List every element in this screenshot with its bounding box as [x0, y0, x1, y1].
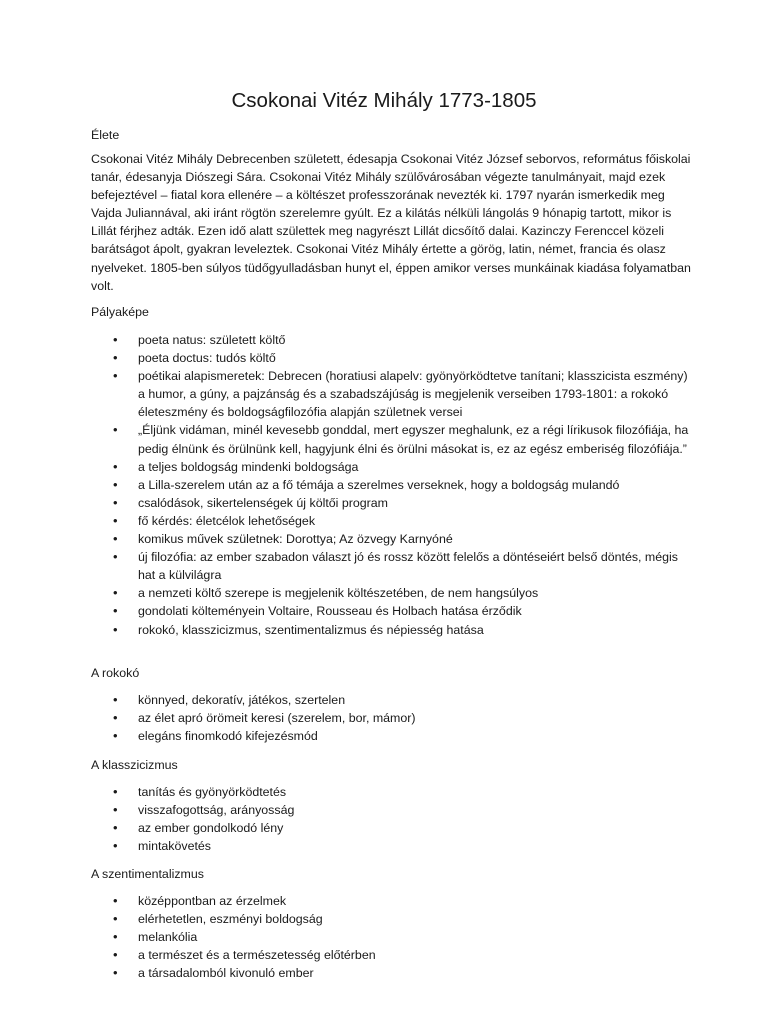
bullet-icon: • — [113, 332, 118, 347]
list-item-text: mintakövetés — [138, 839, 212, 854]
list-item-text: a Lilla-szerelem után az a fő témája a szerelmes verseknek, hogy a boldogság mulandó — [138, 477, 620, 492]
list-item-text: könnyed, dekoratív, játékos, szertelen — [138, 693, 346, 707]
bullet-icon: • — [113, 893, 118, 908]
section-heading-klasszicizmus: A klasszicizmus — [91, 758, 178, 772]
list-item-text: a társadalomból kivonuló ember — [138, 966, 314, 981]
list-item-text: a természet és a természetesség előtérben — [138, 948, 376, 963]
list-item — [91, 801, 691, 819]
list-item-text: az élet apró örömeit keresi (szerelem, bor, mámor) — [138, 711, 416, 726]
list-item — [91, 928, 691, 946]
list-item-text: csalódások, sikertelenségek új költői program — [138, 495, 389, 510]
list-item — [91, 910, 691, 928]
list-item — [91, 512, 691, 530]
list-item — [91, 621, 691, 639]
list-item-text: az ember gondolkodó lény — [138, 821, 284, 836]
bullet-icon: • — [113, 476, 118, 492]
list-item-text: elegáns finomkodó kifejezésmód — [138, 729, 318, 744]
list-item-text: „Éljünk vidáman, minél kevesebb gonddal, mert egyszer meghalunk, ez a régi lírikusok filozófiája, ha pedig élnünk és örülnünk kell, hagyjunk élni és örülni másokat is, ez az egész emberiség filozófiája.” — [138, 423, 689, 456]
document-title: Csokonai Vitéz Mihály 1773-1805 — [231, 89, 537, 112]
rokoko-list — [91, 691, 691, 745]
bullet-icon: • — [113, 621, 118, 637]
list-item-text: rokokó, klasszicizmus, szentimentalizmus és népiesség hatása — [138, 622, 484, 637]
bullet-icon: • — [113, 585, 118, 601]
list-item — [91, 946, 691, 964]
section-heading-elete: Élete — [91, 128, 120, 142]
bullet-icon: • — [113, 531, 118, 547]
list-item-text: a nemzeti költő szerepe is megjelenik költészetében, de nem hangsúlyos — [138, 586, 539, 601]
list-item — [91, 494, 691, 512]
list-item — [91, 602, 691, 620]
section-heading-rokoko: A rokokó — [91, 666, 140, 680]
bullet-icon: • — [113, 838, 118, 854]
list-item-text: poétikai alapismeretek: Debrecen (horatiusi alapelv: gyönyörködtetve tanítani; klasszicista eszmény) a humor, a gúny, a pajzánság és a szabadszájúság is megjelenik verseiben 1793-1801: a rokokó életeszmény és boldogságfilozófia alapján születnek versei — [138, 369, 688, 420]
list-item — [91, 548, 691, 584]
list-item-text: melankólia — [138, 930, 198, 945]
list-item-text: a teljes boldogság mindenki boldogsága — [138, 459, 359, 474]
list-item — [91, 331, 691, 349]
list-item — [91, 892, 691, 910]
list-item — [91, 584, 691, 602]
bullet-icon: • — [113, 494, 118, 510]
list-item-text: komikus művek születnek: Dorottya; Az özvegy Karnyóné — [138, 532, 453, 547]
list-item — [91, 709, 691, 727]
list-item-text: tanítás és gyönyörködtetés — [138, 785, 287, 799]
list-item — [91, 819, 691, 837]
list-item-text: elérhetetlen, eszményi boldogság — [138, 912, 323, 927]
list-item — [91, 458, 691, 476]
list-item — [91, 727, 691, 745]
bullet-icon: • — [113, 802, 118, 818]
list-item — [91, 530, 691, 548]
bullet-icon: • — [113, 911, 118, 927]
section-heading-palyakepe: Pályaképe — [91, 305, 149, 319]
bullet-icon: • — [113, 692, 118, 707]
bullet-icon: • — [113, 512, 118, 528]
list-item — [91, 349, 691, 367]
bullet-icon: • — [113, 458, 118, 474]
bullet-icon: • — [113, 947, 118, 963]
bullet-icon: • — [113, 820, 118, 836]
list-item-text: középpontban az érzelmek — [138, 894, 287, 908]
list-item — [91, 691, 691, 709]
list-item-text: gondolati költeményein Voltaire, Rousseau és Holbach hatása érződik — [138, 604, 522, 619]
bullet-icon: • — [113, 549, 118, 565]
list-item — [91, 837, 691, 855]
list-item-text: poeta doctus: tudós költő — [138, 351, 276, 366]
list-item-text: visszafogottság, arányosság — [138, 803, 295, 818]
bullet-icon: • — [113, 422, 118, 438]
bullet-icon: • — [113, 603, 118, 619]
bullet-icon: • — [113, 784, 118, 799]
list-item — [91, 476, 691, 494]
palyakepe-list — [91, 331, 691, 639]
list-item — [91, 964, 691, 982]
szentimentalizmus-list — [91, 892, 691, 982]
section-heading-szentimentalizmus: A szentimentalizmus — [91, 867, 204, 881]
list-item-text: új filozófia: az ember szabadon választ jó és rossz között felelős a döntéseiért belső döntés, mégis hat a külvilágra — [138, 550, 678, 583]
bullet-icon: • — [113, 728, 118, 744]
bullet-icon: • — [113, 350, 118, 366]
bullet-icon: • — [113, 929, 118, 945]
bullet-icon: • — [113, 368, 118, 384]
list-item — [91, 421, 691, 457]
biography-paragraph: Csokonai Vitéz Mihály Debrecenben született, édesapja Csokonai Vitéz József seborvos, református főiskolai tanár, édesanyja Diószegi Sára. Csokonai Vitéz Mihály szülővárosában végezte tanulmányait, majd ezek befejeztével – fiatal kora ellenére – a költészet professzorának nevezték ki. 1797 nyarán ismerkedik meg Vajda Juliannával, aki iránt rögtön szerelemre gyúlt. Ez a kilátás nélküli lángolás 9 hónapig tartott, mikor is Lillát férjhez adták. Ezen idő alatt születtek meg nagyrészt Lillát dicsőítő dalai. Kazinczy Ferenccel közeli barátságot ápolt, gyakran leveleztek. Csokonai Vitéz Mihály értette a görög, latin, német, francia és olasz nyelveket. 1805-ben súlyos tüdőgyulladásban hunyt el, éppen amikor verses munkáinak kiadása folyamatban volt. — [91, 152, 691, 293]
klasszicizmus-list — [91, 783, 691, 855]
list-item-text: poeta natus: született költő — [138, 333, 286, 347]
list-item — [91, 783, 691, 801]
list-item — [91, 367, 691, 421]
bullet-icon: • — [113, 710, 118, 726]
list-item-text: fő kérdés: életcélok lehetőségek — [138, 513, 316, 528]
bullet-icon: • — [113, 965, 118, 981]
